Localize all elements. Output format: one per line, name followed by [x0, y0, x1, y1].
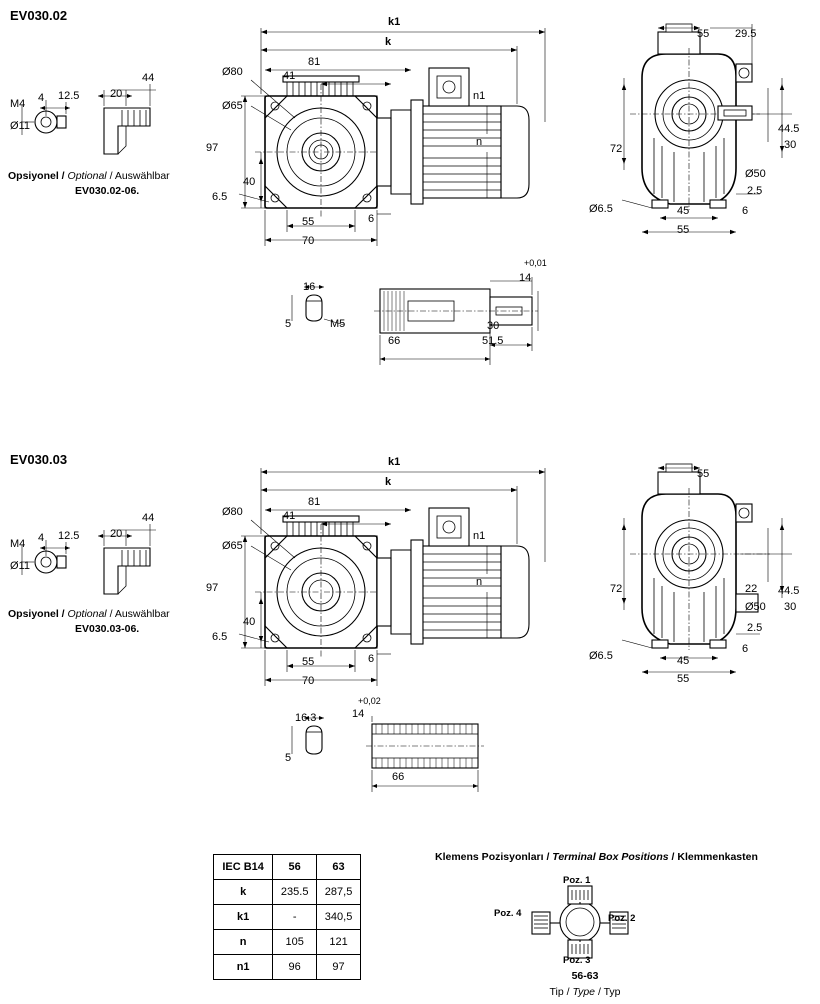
dim-70-2: 70: [302, 675, 315, 687]
dim-55-side-2: 55: [697, 468, 710, 480]
dim-6-5-1: 6.5: [212, 191, 228, 203]
dim-97-2: 97: [206, 582, 219, 594]
dim-29-5-1: 29.5: [735, 28, 757, 40]
dim-d50-1: Ø50: [745, 168, 766, 180]
section-title-1: EV030.02: [10, 8, 68, 23]
terminal-box-caption-tr: Tip /: [549, 986, 570, 998]
dim-55-side-1: 55: [697, 28, 710, 40]
terminal-box-poz-1: Poz. 1: [563, 875, 591, 886]
dim-44-2: 44: [142, 512, 155, 524]
shaft-l1-1: 30: [487, 320, 500, 332]
dim-45-1: 45: [677, 205, 690, 217]
terminal-box-title-en: Terminal Box Positions: [552, 851, 669, 863]
terminal-box-caption-de: / Typ: [597, 986, 621, 998]
assembly-front-drawing-1: [225, 18, 555, 258]
table-cell-n-56: 105: [273, 930, 317, 955]
dim-k1-1: k1: [388, 16, 401, 28]
dim-44-1: 44: [142, 72, 155, 84]
dim-45-2: 45: [677, 655, 690, 667]
dim-12-5-1: 12.5: [58, 90, 80, 102]
key-width-2: 16.3: [295, 712, 317, 724]
assembly-side-drawing-2: [600, 458, 820, 688]
terminal-box-title: [435, 851, 758, 863]
shaft-l2-1: 51.5: [482, 335, 504, 347]
dim-d6-5-1: Ø6.5: [589, 203, 613, 215]
dim-d65-1: Ø65: [222, 100, 243, 112]
table-row-label-k: k: [214, 880, 273, 905]
dim-n-1: n: [476, 136, 483, 148]
dim-4-1: 4: [38, 92, 45, 104]
dim-72-1: 72: [610, 143, 623, 155]
terminal-box-title-de: / Klemmenkasten: [671, 851, 758, 863]
dim-55-1: 55: [302, 216, 315, 228]
dim-d11-1: Ø11: [10, 120, 30, 132]
key-thread-1: M5: [330, 318, 346, 330]
table-header-row: [214, 855, 361, 880]
table-cell-k1-63: 340,5: [317, 905, 361, 930]
terminal-box-poz-3: Poz. 3: [563, 955, 591, 966]
optional-note-de-1: / Auswählbar: [109, 170, 170, 182]
optional-note-tr-2: Opsiyonel /: [8, 608, 65, 620]
dim-55-2: 55: [302, 656, 315, 668]
dim-k-2: k: [385, 476, 392, 488]
dim-41-2: 41: [283, 510, 296, 522]
optional-note-2: [8, 608, 170, 620]
dim-55-bottom-2: 55: [677, 673, 690, 685]
dim-n-2: n: [476, 576, 483, 588]
dim-6-2: 6: [368, 653, 375, 665]
optional-note-1: [8, 170, 170, 182]
dim-44-5-1: 44.5: [778, 123, 800, 135]
dim-d11-2: Ø11: [10, 560, 30, 572]
dim-d80-1: Ø80: [222, 66, 243, 78]
dim-81-2: 81: [308, 496, 321, 508]
shaft-detail-drawing-2: [280, 710, 580, 800]
dim-d65-2: Ø65: [222, 540, 243, 552]
table-row: [214, 880, 361, 905]
dim-d6-5-2: Ø6.5: [589, 650, 613, 662]
spec-table: [213, 854, 361, 980]
dim-40-1: 40: [243, 176, 256, 188]
dim-12-5-2: 12.5: [58, 530, 80, 542]
dim-m4-2: M4: [10, 538, 26, 550]
dim-k-1: k: [385, 36, 392, 48]
dim-20-1: 20: [110, 88, 123, 100]
table-row-label-k1: k1: [214, 905, 273, 930]
shaft-detail-drawing-1: [280, 275, 580, 365]
dim-k1-2: k1: [388, 456, 401, 468]
dim-41-1: 41: [283, 70, 296, 82]
dim-m4-1: M4: [10, 98, 26, 110]
dim-55-bottom-1: 55: [677, 224, 690, 236]
table-cell-n1-63: 97: [317, 955, 361, 980]
dim-4-2: 4: [38, 532, 45, 544]
terminal-box-caption: [530, 986, 640, 998]
shaft-tol-2: +0,02: [358, 696, 381, 706]
table-cell-n-63: 121: [317, 930, 361, 955]
section-title-2: EV030.03: [10, 452, 68, 467]
dim-30-2: 30: [784, 601, 797, 613]
key-height-2: 5: [285, 752, 292, 764]
terminal-box-title-tr: Klemens Pozisyonları /: [435, 851, 550, 863]
terminal-box-poz-2: Poz. 2: [608, 913, 636, 924]
terminal-box-caption-en: Type: [572, 986, 596, 998]
key-height-1: 5: [285, 318, 292, 330]
shaft-l3-2: 66: [392, 771, 405, 783]
table-header-56: 56: [273, 855, 317, 880]
dim-d50-2: Ø50: [745, 601, 766, 613]
dim-2-5-1: 2.5: [747, 185, 763, 197]
table-cell-k1-56: -: [273, 905, 317, 930]
shaft-l3-1: 66: [388, 335, 401, 347]
shaft-d-2: 14: [352, 708, 365, 720]
table-row: [214, 905, 361, 930]
dim-6-side-2: 6: [742, 643, 749, 655]
optional-note-en-1: Optional: [67, 170, 107, 182]
dim-44-5-2: 44.5: [778, 585, 800, 597]
optional-note-de-2: / Auswählbar: [109, 608, 170, 620]
optional-model-2: EV030.03-06.: [75, 623, 140, 635]
table-header-iec: IEC B14: [214, 855, 273, 880]
table-cell-k-63: 287,5: [317, 880, 361, 905]
shaft-tol-1: +0,01: [524, 258, 547, 268]
dim-70-1: 70: [302, 235, 315, 247]
dim-2-5-2: 2.5: [747, 622, 763, 634]
optional-note-en-2: Optional: [67, 608, 107, 620]
dim-30-1: 30: [784, 139, 797, 151]
assembly-front-drawing-2: [225, 458, 555, 698]
terminal-box-caption-type: 56-63: [571, 970, 599, 982]
key-width-1: 16: [303, 281, 316, 293]
dim-n1-2: n1: [473, 530, 486, 542]
table-row: [214, 930, 361, 955]
dim-97-1: 97: [206, 142, 219, 154]
dim-6-side-1: 6: [742, 205, 749, 217]
dim-6-1: 6: [368, 213, 375, 225]
dim-6-5-2: 6.5: [212, 631, 228, 643]
dim-40-2: 40: [243, 616, 256, 628]
table-row-label-n: n: [214, 930, 273, 955]
dim-72-2: 72: [610, 583, 623, 595]
optional-model-1: EV030.02-06.: [75, 185, 140, 197]
shaft-d-1: 14: [519, 272, 532, 284]
table-row-label-n1: n1: [214, 955, 273, 980]
terminal-box-poz-4: Poz. 4: [494, 908, 522, 919]
optional-note-tr-1: Opsiyonel /: [8, 170, 65, 182]
table-header-63: 63: [317, 855, 361, 880]
dim-22-2: 22: [745, 583, 758, 595]
table-cell-k-56: 235.5: [273, 880, 317, 905]
table-row: [214, 955, 361, 980]
dim-n1-1: n1: [473, 90, 486, 102]
table-cell-n1-56: 96: [273, 955, 317, 980]
dim-20-2: 20: [110, 528, 123, 540]
dim-81-1: 81: [308, 56, 321, 68]
dim-d80-2: Ø80: [222, 506, 243, 518]
